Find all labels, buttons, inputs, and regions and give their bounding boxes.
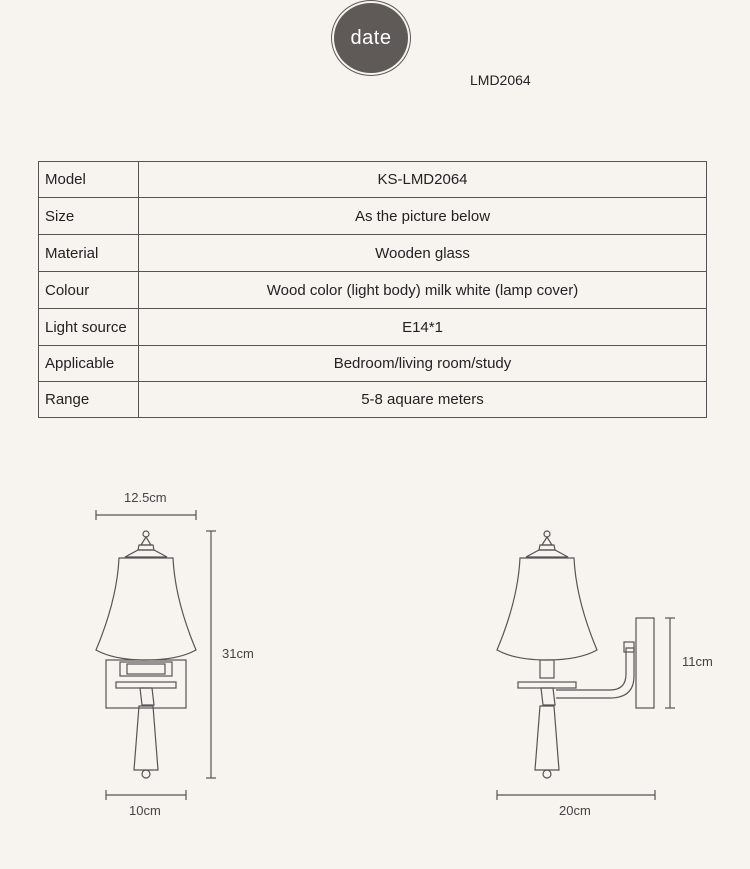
spec-key: Material [39,235,139,272]
dim-front-width-bottom: 10cm [129,803,161,818]
front-dimension-lines [96,510,216,800]
dim-side-depth: 20cm [559,803,591,818]
date-badge-label: date [350,26,392,49]
spec-value: Wooden glass [139,235,707,272]
spec-key: Applicable [39,346,139,382]
spec-value: KS-LMD2064 [139,162,707,198]
spec-key: Size [39,198,139,235]
front-view-lamp [96,531,196,778]
spec-key: Light source [39,309,139,346]
spec-value: E14*1 [139,309,707,346]
spec-key: Model [39,162,139,198]
dim-front-width-top: 12.5cm [124,490,167,505]
spec-value: Wood color (light body) milk white (lamp cover) [139,272,707,309]
model-code: LMD2064 [470,72,531,88]
spec-key: Range [39,382,139,418]
dim-side-backplate-height: 11cm [682,654,713,669]
spec-value: Bedroom/living room/study [139,346,707,382]
spec-key: Colour [39,272,139,309]
dim-front-height: 31cm [222,646,254,661]
side-view-lamp [497,531,654,778]
spec-value: As the picture below [139,198,707,235]
side-dimension-lines [497,618,675,800]
spec-value: 5-8 aquare meters [139,382,707,418]
